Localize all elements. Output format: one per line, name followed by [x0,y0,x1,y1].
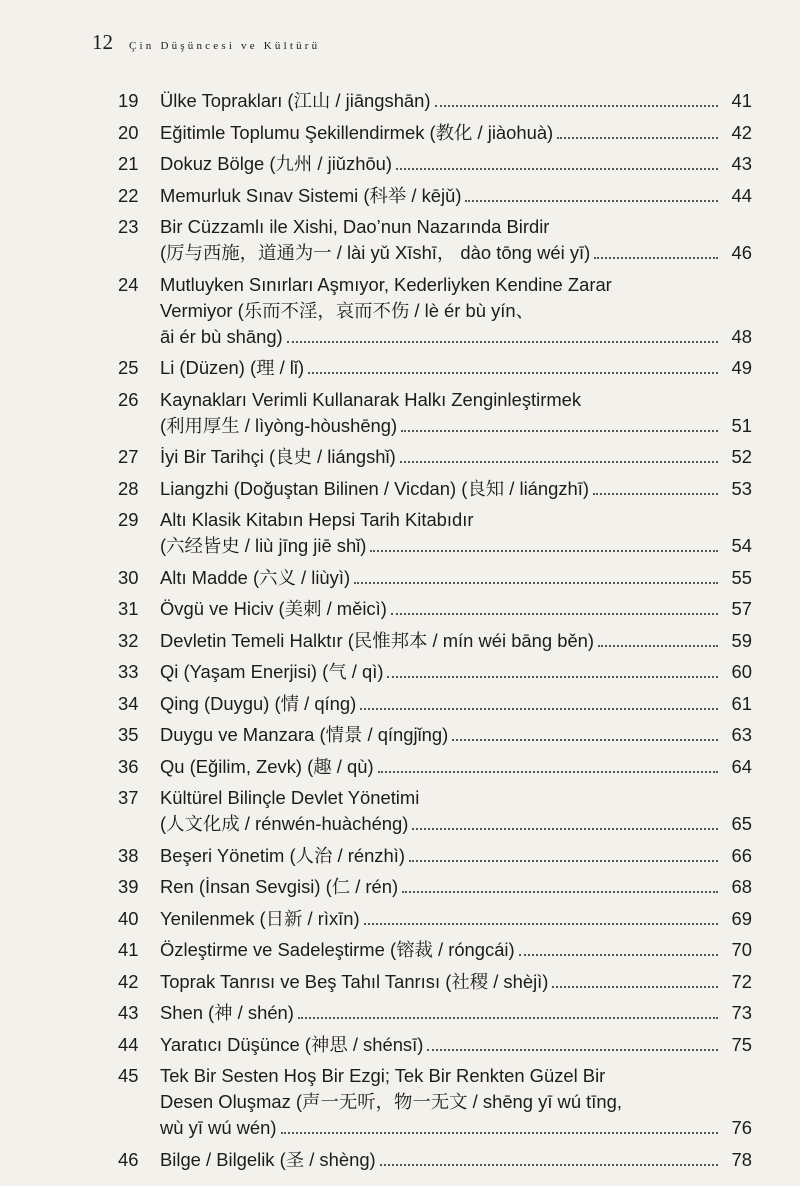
toc-entry-title-line: Shen (神 / shén) [160,1002,294,1023]
dot-leader [378,771,718,773]
toc-entry [118,874,752,900]
toc-entry-number: 45 [118,1065,139,1086]
toc-entry-title [160,1147,752,1173]
toc-entry-number: 34 [118,692,139,714]
dot-leader [402,891,718,893]
toc-entry-number: 22 [118,184,139,206]
toc-entry [118,476,752,502]
toc-entry-number: 27 [118,446,139,467]
dot-leader [427,1049,718,1051]
toc-entry-page: 48 [731,325,752,347]
toc-entry-title [160,183,752,209]
toc-entry [118,1063,752,1141]
toc-entry-title-line: Memurluk Sınav Sistemi (科举 / kējǔ) [160,184,462,206]
toc-entry-title-line: İyi Bir Tarihçi (良史 / liángshǐ) [160,446,396,467]
dot-leader [396,168,718,170]
dot-leader [387,676,718,678]
toc-entry-page: 44 [731,184,752,206]
dot-leader [364,923,718,925]
toc-entry-title-line: Qu (Eğilim, Zevk) (趣 / qù) [160,755,374,777]
toc-entry-title-line: Qi (Yaşam Enerjisi) (气 / qì) [160,661,384,682]
dot-leader [593,493,718,495]
toc-entry-title-line: Duygu ve Manzara (情景 / qíngjǐng) [160,724,449,745]
toc-entry [118,387,752,439]
toc-entry-number: 35 [118,724,139,745]
toc-entry-title-line: Kaynakları Verimli Kullanarak Halkı Zenginleştirmek [160,388,582,410]
toc-entry-number: 36 [118,755,139,777]
toc-entry [118,906,752,932]
dot-leader [308,372,718,374]
toc-entry-title-line: Yaratıcı Düşünce (神思 / shénsī) [160,1033,424,1055]
toc-entry-title [160,1063,752,1141]
dot-leader [435,105,718,107]
dot-leader [557,137,718,139]
toc-entry-page: 63 [731,724,752,745]
toc-entry-title [160,874,752,900]
toc-entry-page: 57 [731,598,752,619]
toc-entry-number: 19 [118,90,139,111]
toc-entry [118,355,752,381]
toc-entry-title-line: Mutluyken Sınırları Aşmıyor, Kederliyken Kendine Zarar [160,273,612,295]
dot-leader [287,341,718,343]
toc-entry-page: 61 [731,692,752,714]
toc-entry-number: 31 [118,598,139,619]
dot-leader [354,582,718,584]
toc-entry [118,1032,752,1058]
toc-entry-number: 39 [118,876,139,897]
toc-entry-title-line: Övgü ve Hiciv (美刺 / měicì) [160,598,387,619]
toc-entry-number: 33 [118,661,139,682]
toc-entry-number: 42 [118,970,139,992]
toc-entry-title [160,565,752,591]
toc-entry [118,444,752,470]
toc-entry-title-line: (利用厚生 / lìyòng-hòushēng) [160,414,398,436]
toc-entry-title-line: Bir Cüzzamlı ile Xishi, Dao’nun Nazarında Birdir [160,216,550,237]
toc-entry-page: 68 [731,876,752,897]
toc-entry-title [160,906,752,932]
dot-leader [594,257,718,259]
toc-entry-title-line: Özleştirme ve Sadeleştirme (镕裁 / róngcái) [160,939,515,960]
toc-entry [118,565,752,591]
table-of-contents [118,88,752,1178]
toc-entry-page: 55 [731,566,752,588]
toc-entry [118,628,752,654]
toc-entry-number: 25 [118,357,139,378]
toc-entry-title [160,722,752,748]
toc-entry-title [160,754,752,780]
toc-entry-number: 38 [118,844,139,866]
toc-entry-page: 69 [731,907,752,929]
toc-entry-title [160,659,752,685]
toc-entry-page: 42 [731,121,752,143]
toc-entry-title [160,151,752,177]
toc-entry-title-line: Ülke Toprakları (江山 / jiāngshān) [160,90,431,111]
toc-entry-title-line: Eğitimle Toplumu Şekillendirmek (教化 / jiàohuà) [160,121,554,143]
toc-entry-title-line: Kültürel Bilinçle Devlet Yönetimi [160,787,420,808]
toc-entry-title [160,937,752,963]
toc-entry-page: 53 [731,477,752,499]
toc-entry-title [160,1032,752,1058]
page-number: 12 [92,30,113,54]
toc-entry-title-line: Li (Düzen) (理 / lǐ) [160,357,305,378]
toc-entry [118,183,752,209]
dot-leader [401,430,718,432]
toc-entry-page: 64 [731,755,752,777]
dot-leader [360,708,718,710]
toc-entry [118,754,752,780]
dot-leader [298,1017,718,1019]
toc-entry [118,507,752,559]
toc-entry-title [160,444,752,470]
toc-entry-number: 32 [118,629,139,651]
toc-entry [118,691,752,717]
toc-entry-title-line: Ren (İnsan Sevgisi) (仁 / rén) [160,876,399,897]
toc-entry-title-line: Altı Madde (六义 / liùyì) [160,566,351,588]
dot-leader [281,1132,718,1134]
toc-entry-number: 26 [118,388,139,410]
toc-entry-page: 41 [731,90,752,111]
toc-entry-title-line: Yenilenmek (日新 / rìxīn) [160,907,360,929]
toc-entry-title [160,969,752,995]
running-title: Çin Düşüncesi ve Kültürü [129,40,321,52]
toc-entry-title [160,88,752,114]
toc-entry-title [160,387,752,439]
toc-entry-page: 66 [731,844,752,866]
toc-entry-title [160,1000,752,1026]
toc-entry-title [160,785,752,837]
toc-entry [118,214,752,266]
toc-entry-page: 51 [731,414,752,436]
toc-entry-title-line: Tek Bir Sesten Hoş Bir Ezgi; Tek Bir Renkten Güzel Bir [160,1065,606,1086]
toc-entry-number: 23 [118,216,139,237]
toc-entry-title-line: Vermiyor (乐而不淫，哀而不伤 / lè ér bù yín、 [160,299,535,321]
toc-entry-title-line: āi ér bù shāng) [160,325,283,347]
dot-leader [380,1164,718,1166]
dot-leader [552,986,718,988]
toc-entry-title-line: Altı Klasik Kitabın Hepsi Tarih Kitabıdır [160,509,474,530]
toc-entry [118,596,752,622]
dot-leader [519,954,718,956]
toc-entry-title [160,843,752,869]
toc-entry-title-line: Toprak Tanrısı ve Beş Tahıl Tanrısı (社稷 / shèjì) [160,970,549,992]
toc-entry [118,88,752,114]
toc-entry-title [160,272,752,350]
dot-leader [391,613,718,615]
toc-entry-title [160,507,752,559]
toc-entry [118,120,752,146]
toc-entry-page: 65 [731,813,752,834]
toc-entry [118,843,752,869]
toc-entry-page: 60 [731,661,752,682]
toc-entry-number: 46 [118,1148,139,1170]
toc-entry-page: 76 [731,1117,752,1138]
toc-entry [118,969,752,995]
toc-entry [118,1147,752,1173]
toc-entry-title [160,120,752,146]
toc-entry [118,272,752,350]
toc-entry-page: 73 [731,1002,752,1023]
toc-entry-title-line: Qing (Duygu) (情 / qíng) [160,692,357,714]
toc-entry-number: 40 [118,907,139,929]
toc-entry-page: 78 [731,1148,752,1170]
toc-entry-number: 21 [118,153,139,174]
toc-entry-number: 28 [118,477,139,499]
dot-leader [452,739,718,741]
toc-entry-title [160,476,752,502]
toc-entry-page: 75 [731,1033,752,1055]
toc-entry-page: 59 [731,629,752,651]
toc-entry [118,1000,752,1026]
toc-entry-title-line: Dokuz Bölge (九州 / jiǔzhōu) [160,153,393,174]
toc-entry-number: 29 [118,509,139,530]
dot-leader [598,645,718,647]
toc-entry-title-line: Devletin Temeli Halktır (民惟邦本 / mín wéi bāng běn) [160,629,595,651]
toc-entry-title-line: Liangzhi (Doğuştan Bilinen / Vicdan) (良知 / liángzhī) [160,477,589,499]
toc-entry-title-line: (六经皆史 / liù jīng jiē shǐ) [160,535,367,556]
toc-entry [118,151,752,177]
toc-entry-title [160,355,752,381]
toc-entry [118,659,752,685]
toc-entry-page: 70 [731,939,752,960]
toc-entry [118,785,752,837]
toc-entry [118,937,752,963]
toc-entry-title [160,628,752,654]
toc-entry-title-line: wù yī wú wén) [160,1117,277,1138]
toc-entry-number: 41 [118,939,139,960]
toc-entry-number: 24 [118,273,139,295]
toc-entry-number: 20 [118,121,139,143]
dot-leader [465,200,718,202]
toc-entry-page: 46 [731,242,752,263]
toc-entry-page: 52 [731,446,752,467]
page-header [92,30,320,55]
toc-entry-title-line: (厉与西施，道通为一 / lài yǔ Xīshī， dào tōng wéi yī) [160,242,591,263]
toc-entry-title-line: Desen Oluşmaz (声一无听，物一无文 / shēng yī wú tīng, [160,1091,622,1112]
toc-entry-number: 44 [118,1033,139,1055]
toc-entry-number: 30 [118,566,139,588]
toc-entry-title-line: Beşeri Yönetim (人治 / rénzhì) [160,844,405,866]
toc-entry-title-line: Bilge / Bilgelik (圣 / shèng) [160,1148,376,1170]
toc-entry-title [160,214,752,266]
dot-leader [409,860,718,862]
toc-entry-number: 37 [118,787,139,808]
toc-entry-page: 72 [731,970,752,992]
dot-leader [412,828,718,830]
toc-entry-page: 54 [731,535,752,556]
toc-entry-page: 49 [731,357,752,378]
toc-entry-number: 43 [118,1002,139,1023]
toc-entry-title-line: (人文化成 / rénwén-huàchéng) [160,813,409,834]
toc-entry-page: 43 [731,153,752,174]
dot-leader [370,550,718,552]
toc-entry-title [160,691,752,717]
toc-entry [118,722,752,748]
toc-entry-title [160,596,752,622]
dot-leader [400,461,718,463]
